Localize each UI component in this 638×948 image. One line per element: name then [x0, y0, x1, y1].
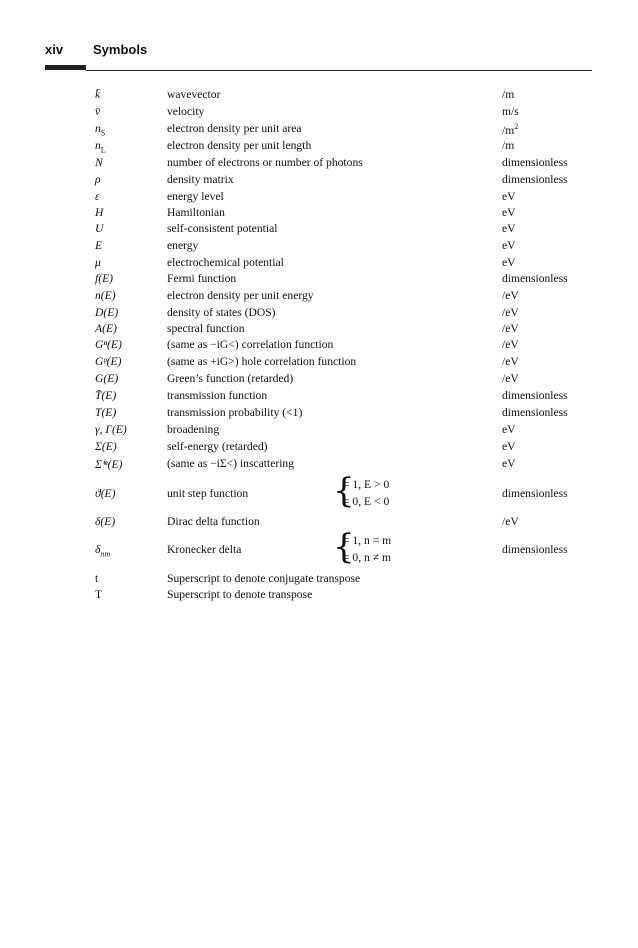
symbol: $n_L$	[95, 139, 106, 155]
description: (same as +iG>) hole correlation function	[167, 355, 357, 368]
symbol: Σ(E)	[95, 440, 117, 453]
description: transmission probability (<1)	[167, 406, 303, 419]
description: density of states (DOS)	[167, 306, 276, 319]
description: electron density per unit energy	[167, 289, 314, 302]
case-line: = 0, E < 0	[343, 495, 390, 508]
description: broadening	[167, 423, 220, 436]
brace-glyph: {	[333, 471, 355, 511]
unit: /eV	[502, 306, 519, 319]
symbol: T	[95, 588, 103, 601]
header-rule-thick	[45, 65, 86, 70]
section-title: Symbols	[93, 42, 148, 57]
symbol: Gⁿ(E)	[95, 338, 122, 351]
header-rule	[86, 70, 592, 71]
description: electron density per unit area	[167, 122, 302, 135]
symbol: Σⁱⁿ(E)	[95, 458, 123, 471]
symbol: Gᵖ(E)	[95, 355, 122, 368]
description: wavevector	[167, 88, 221, 101]
symbol: $\delta_{nm}$	[95, 543, 111, 559]
description: unit step function	[167, 487, 249, 500]
description: Dirac delta function	[167, 515, 260, 528]
symbol: A(E)	[95, 322, 117, 335]
unit: eV	[502, 423, 516, 436]
symbol: k̄	[95, 88, 101, 101]
description: energy level	[167, 190, 224, 203]
unit: eV	[502, 190, 516, 203]
unit: /eV	[502, 338, 519, 351]
unit: dimensionless	[502, 487, 568, 500]
symbol: D(E)	[95, 306, 119, 319]
case-line: = 1, E > 0	[343, 478, 390, 491]
symbol: $n_S$	[95, 122, 106, 138]
description: Superscript to denote conjugate transpose	[167, 572, 361, 585]
page-header	[45, 42, 592, 72]
symbol: T̄(E)	[95, 389, 117, 402]
unit: eV	[502, 222, 516, 235]
piecewise-definition	[333, 471, 423, 512]
unit: /m	[502, 88, 515, 101]
symbol: H	[95, 206, 104, 219]
page-number: xiv	[45, 42, 64, 57]
description: spectral function	[167, 322, 245, 335]
description: Fermi function	[167, 272, 237, 285]
unit: /m	[502, 139, 515, 152]
table-row	[0, 471, 638, 512]
unit: /eV	[502, 515, 519, 528]
case-line: = 1, n = m	[343, 534, 392, 547]
unit: m/s	[502, 105, 519, 118]
unit: dimensionless	[502, 543, 568, 556]
description: energy	[167, 239, 199, 252]
symbol: ϑ(E)	[95, 487, 116, 500]
symbol: G(E)	[95, 372, 119, 385]
symbol: ε	[95, 190, 100, 203]
unit: dimensionless	[502, 389, 568, 402]
description: (same as −iΣ<) inscattering	[167, 457, 295, 470]
description: self-consistent potential	[167, 222, 278, 235]
symbol: E	[95, 239, 103, 252]
symbol: γ, Γ(E)	[95, 423, 127, 436]
unit: eV	[502, 457, 516, 470]
symbol: T(E)	[95, 406, 117, 419]
unit: dimensionless	[502, 406, 568, 419]
unit: eV	[502, 256, 516, 269]
description: Hamiltonian	[167, 206, 225, 219]
description: (same as −iG<) correlation function	[167, 338, 334, 351]
unit: /eV	[502, 289, 519, 302]
description: velocity	[167, 105, 205, 118]
unit: eV	[502, 440, 516, 453]
unit: eV	[502, 239, 516, 252]
brace-glyph: {	[333, 527, 355, 567]
description: electron density per unit length	[167, 139, 312, 152]
description: self-energy (retarded)	[167, 440, 268, 453]
description: density matrix	[167, 173, 234, 186]
symbol: U	[95, 222, 104, 235]
case-line: = 0, n ≠ m	[343, 551, 392, 564]
unit: eV	[502, 206, 516, 219]
unit: dimensionless	[502, 156, 568, 169]
table-row	[0, 527, 638, 568]
description: number of electrons or number of photons	[167, 156, 363, 169]
unit: dimensionless	[502, 173, 568, 186]
symbol: δ(E)	[95, 515, 116, 528]
description: transmission function	[167, 389, 268, 402]
symbol: μ	[95, 256, 101, 269]
unit: /eV	[502, 355, 519, 368]
symbol: f(E)	[95, 272, 114, 285]
symbol: ρ	[95, 173, 101, 186]
unit: $/m^2$	[502, 122, 519, 137]
unit: /eV	[502, 372, 519, 385]
description: Superscript to denote transpose	[167, 588, 313, 601]
description: electrochemical potential	[167, 256, 284, 269]
symbol: N	[95, 156, 103, 169]
symbol: n(E)	[95, 289, 116, 302]
piecewise-definition	[333, 527, 423, 568]
unit: /eV	[502, 322, 519, 335]
description: Green’s function (retarded)	[167, 372, 294, 385]
unit: dimensionless	[502, 272, 568, 285]
description: Kronecker delta	[167, 543, 242, 556]
symbol: t	[95, 572, 99, 585]
symbol: v̄	[95, 105, 101, 118]
